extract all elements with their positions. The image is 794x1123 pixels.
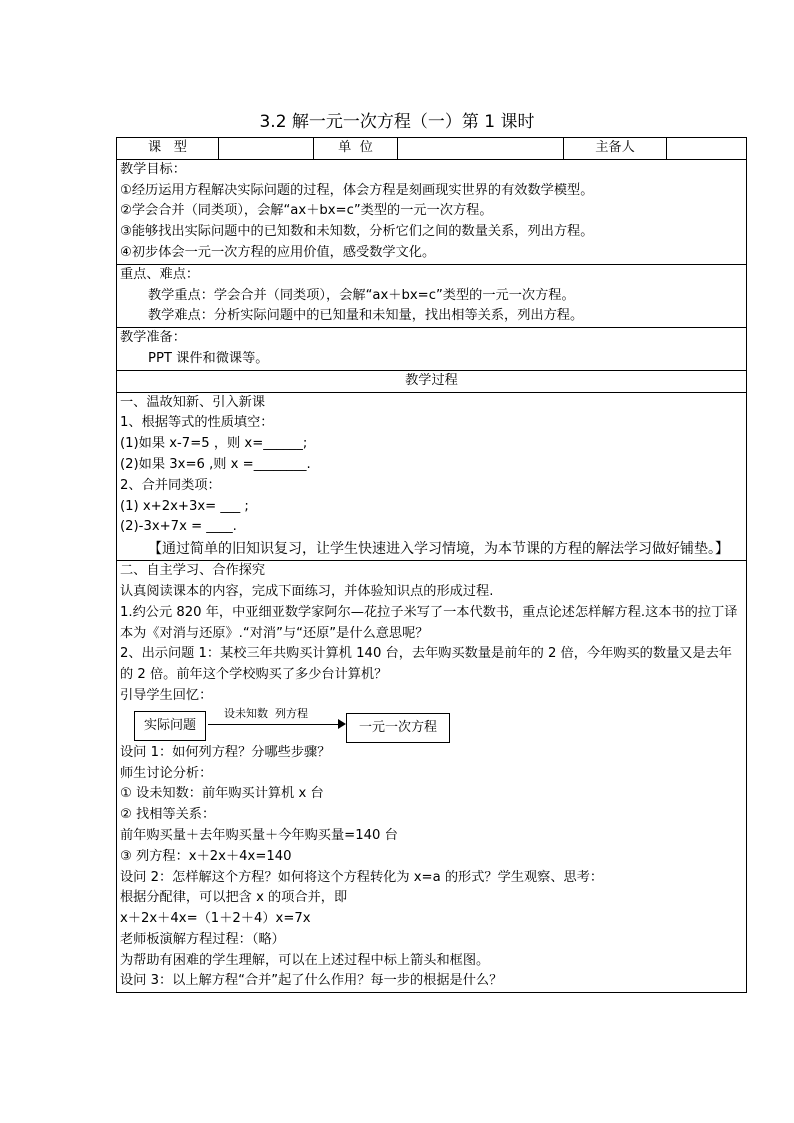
teaching-difficulty: 教学难点：分析实际问题中的已知量和未知量，找出相等关系，列出方程。 xyxy=(148,308,584,324)
key-points-heading: 重点、难点： xyxy=(120,266,200,282)
lesson-plan-table xyxy=(116,137,747,993)
teaching-focus: 教学重点：学会合并（同类项），会解“ax＋bx=c”类型的一元一次方程。 xyxy=(148,287,575,303)
section2-intro: 认真阅读课本的内容，完成下面练习，并体验知识点的形成过程. xyxy=(120,583,494,599)
step-2: ② 找相等关系： xyxy=(120,807,216,823)
help-text: 为帮助有困难的学生理解，可以在上述过程中标上箭头和框图。 xyxy=(120,952,490,968)
objectives-cell xyxy=(117,159,747,264)
section1-heading: 一、温故知新、引入新课 xyxy=(120,394,266,410)
objective-item: ①经历运用方程解决实际问题的过程，体会方程是刻画现实世界的有效数学模型。 xyxy=(120,182,594,198)
section2-row xyxy=(117,561,747,993)
discussion-text: 师生讨论分析： xyxy=(120,765,213,781)
flow-diagram xyxy=(120,707,743,743)
objective-item: ④初步体会一元一次方程的应用价值，感受数学文化。 xyxy=(120,244,436,260)
key-points-row xyxy=(117,264,747,327)
process-heading-row xyxy=(117,370,747,392)
question-2a: (1) x+2x+3x= ___ ; xyxy=(120,498,249,514)
preparation-heading: 教学准备： xyxy=(120,330,186,346)
review-note: 【通过简单的旧知识复习，让学生快速进入学习情境，为本节课的方程的解法学习做好铺垫。】 xyxy=(148,541,729,558)
board-demo: 老师板演解方程过程：（略） xyxy=(120,931,285,947)
preparation-content: PPT 课件和微课等。 xyxy=(148,350,269,366)
combine-equation: x＋2x＋4x=（1＋2＋4）x=7x xyxy=(120,911,311,927)
objectives-heading: 教学目标： xyxy=(120,161,186,177)
step-3: ③ 列方程：x＋2x＋4x=140 xyxy=(120,848,292,864)
key-points-cell xyxy=(117,264,747,327)
question-set-1: 设问 1：如何列方程？分哪些步骤？ xyxy=(120,744,331,760)
section1-row xyxy=(117,392,747,561)
type-label: 课 型 xyxy=(117,138,219,160)
question-2: 2、合并同类项： xyxy=(120,477,221,493)
problem-1: 2、出示问题 1：某校三年共购买计算机 140 台，去年购买数量是前年的 2 倍，今年购买的数量又是去年的 2 倍。前年这个学校购买了多少台计算机？ xyxy=(120,646,732,683)
preparer-value[interactable] xyxy=(667,138,747,160)
header-row xyxy=(117,138,747,160)
process-heading: 教学过程 xyxy=(117,370,747,392)
question-1: 1、根据等式的性质填空： xyxy=(120,415,274,431)
distributive-text: 根据分配律，可以把含 x 的项合并，即 xyxy=(120,890,348,906)
objectives-row xyxy=(117,159,747,264)
section2-heading: 二、自主学习、合作探究 xyxy=(120,563,266,579)
question-set-2: 设问 2：怎样解这个方程？如何将这个方程转化为 x=a 的形式？学生观察、思考： xyxy=(120,869,604,885)
history-paragraph: 1.约公元 820 年，中亚细亚数学家阿尔—花拉子米写了一本代数书，重点论述怎样解方程.这本书的拉丁译本为《对消与还原》.“对消”与“还原”是什么意思呢？ xyxy=(120,604,738,641)
section2-cell xyxy=(117,561,747,993)
flow-arrow-label: 设未知数 列方程 xyxy=(224,706,308,720)
question-2b: (2)-3x+7x = ____. xyxy=(120,519,237,535)
preparer-label: 主备人 xyxy=(564,138,667,160)
section1-cell xyxy=(117,392,747,561)
equality-relation: 前年购买量＋去年购买量＋今年购买量=140 台 xyxy=(120,827,398,843)
objective-item: ②学会合并（同类项），会解“ax＋bx=c”类型的一元一次方程。 xyxy=(120,203,493,219)
question-1a: (1)如果 x-7=5 ，则 x=______; xyxy=(120,436,308,452)
flow-box-actual-problem: 实际问题 xyxy=(134,711,206,741)
flow-box-linear-equation: 一元一次方程 xyxy=(346,713,450,743)
question-set-3: 设问 3：以上解方程“合并”起了什么作用？每一步的根据是什么？ xyxy=(120,973,503,989)
unit-label: 单 位 xyxy=(314,138,398,160)
step-1: ① 设未知数：前年购买计算机 x 台 xyxy=(120,786,324,802)
document-title: 3.2 解一元一次方程（一）第 1 课时 xyxy=(259,112,535,132)
arrow-right-icon xyxy=(338,719,346,729)
question-1b: (2)如果 3x=6 ,则 x =________. xyxy=(120,456,311,472)
guide-text: 引导学生回忆： xyxy=(120,687,213,703)
preparation-cell xyxy=(117,328,747,371)
unit-value[interactable] xyxy=(398,138,564,160)
flow-arrow-line xyxy=(208,724,344,725)
type-value[interactable] xyxy=(219,138,314,160)
preparation-row xyxy=(117,328,747,371)
objective-item: ③能够找出实际问题中的已知数和未知数，分析它们之间的数量关系，列出方程。 xyxy=(120,224,594,240)
